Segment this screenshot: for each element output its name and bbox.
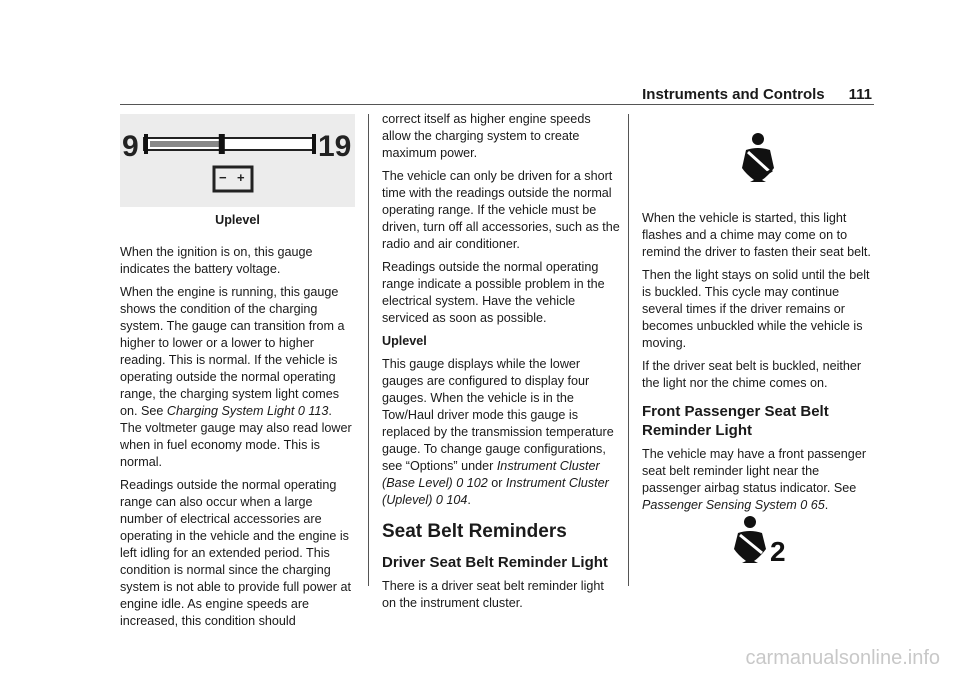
svg-text:+: + <box>237 170 245 185</box>
page-ref[interactable]: 0 65 <box>796 498 825 512</box>
gauge-level-fill <box>150 141 222 147</box>
paragraph: When the vehicle is started, this light flashes and a chime may come on to remind the driver to fasten their seat belt. <box>642 211 871 259</box>
link-instrument-cluster-base[interactable]: Instrument Cluster (Base Level) <box>382 459 600 490</box>
column-2 <box>382 111 620 618</box>
voltmeter-gauge-icon <box>120 114 355 207</box>
link-instrument-cluster-uplevel[interactable]: Instrument Cluster (Uplevel) <box>382 476 609 507</box>
page-ref[interactable]: 0 104 <box>432 493 468 507</box>
seat-belt-icon <box>734 132 784 189</box>
paragraph: There is a driver seat belt reminder light on the instrument cluster. <box>382 579 604 610</box>
column-3 <box>642 210 878 520</box>
gauge-min-label: 9 <box>122 130 139 163</box>
gauge-needle <box>219 134 225 154</box>
figure-caption: Uplevel <box>215 213 260 227</box>
page-header <box>642 86 872 103</box>
paragraph: Then the light stays on solid until the belt is buckled. This cycle may continue several times if the driver remains or becomes unbuckled while the vehicle is moving. <box>642 268 870 350</box>
paragraph: correct itself as higher engine speeds allow the charging system to create maximum power. <box>382 112 591 160</box>
passenger-seat-belt-icon <box>728 515 792 570</box>
subsection-heading: Front Passenger Seat Belt Reminder Light <box>642 403 829 439</box>
column-divider <box>628 114 629 586</box>
paragraph: When the ignition is on, this gauge indicates the battery voltage. <box>120 245 313 276</box>
paragraph: Readings outside the normal operating range indicate a possible problem in the electrical system. Have the vehicle serviced as soon as possible. <box>382 260 605 325</box>
paragraph: If the driver seat belt is buckled, neither the light nor the chime comes on. <box>642 359 862 390</box>
subsection-heading: Driver Seat Belt Reminder Light <box>382 554 608 571</box>
watermark: carmanualsonline.info <box>745 647 940 669</box>
paragraph: The vehicle can only be driven for a short time with the readings outside the normal operating range. If the vehicle must be driven, turn off all accessories, such as the radio and air conditioner. <box>382 169 620 251</box>
paragraph: The vehicle may have a front passenger seat belt reminder light near the passenger airbag status indicator. See Passenger Sensing System 0 65. <box>642 447 867 512</box>
column-divider <box>368 114 369 586</box>
page-ref[interactable]: 0 113 <box>294 404 329 418</box>
section-title: Instruments and Controls <box>642 86 825 103</box>
header-rule <box>120 104 874 105</box>
section-heading: Seat Belt Reminders <box>382 521 567 542</box>
voltmeter-figure <box>120 114 355 207</box>
gauge-max-label: 19 <box>318 130 352 163</box>
page-ref[interactable]: 0 102 <box>452 476 488 490</box>
paragraph: Readings outside the normal operating range can also occur when a large number of electrical accessories are operating in the vehicle and the engine is left idling for an extended period. This condition is normal since the charging system is not able to provide full power at engine idle. As engine speeds are increased, this condition should <box>120 478 351 628</box>
paragraph: When the engine is running, this gauge shows the condition of the charging system. The gauge can transition from a higher to lower or a lower to higher reading. This is normal. If the vehicle is operating outside the normal operating range, the charging system light comes on. See Charging System Light 0 113. The voltmeter gauge may also read lower when in fuel economy mode. This is normal. <box>120 285 352 469</box>
svg-text:−: − <box>219 170 227 185</box>
link-passenger-sensing-system[interactable]: Passenger Sensing System <box>642 498 797 512</box>
paragraph: This gauge displays while the lower gauges are configured to display four gauges. When the vehicle is in the Tow/Haul driver mode this gauge is replaced by the transmission temperature gauge. To change gauge configurations, see “Options” under Instrument Cluster (Base Level) 0 102 or Instrument Cluster (Uplevel) 0 104. <box>382 357 614 507</box>
page-number: 111 <box>848 86 872 103</box>
column-1 <box>120 244 355 636</box>
subheading-uplevel: Uplevel <box>382 334 427 348</box>
link-charging-system-light[interactable]: Charging System Light <box>166 404 295 418</box>
seat-position-label: 2 <box>770 536 786 565</box>
